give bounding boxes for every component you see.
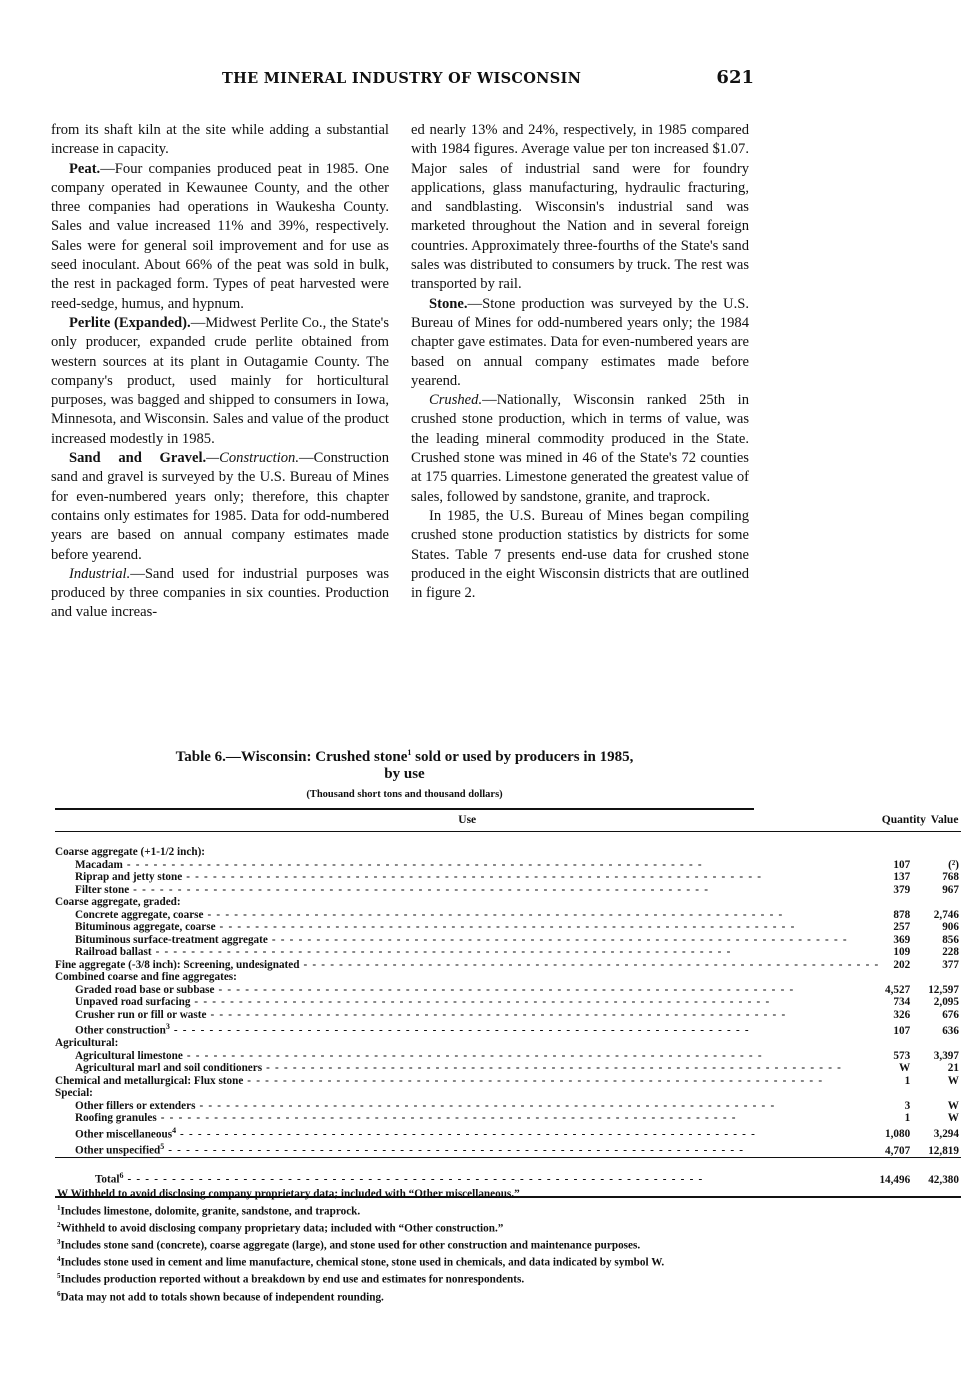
paragraph <box>411 121 749 295</box>
row-label: Total$^6$ - - - - - - - - - - - - - - - - - - - - - - - - - - - - - - - - - - - - - - - - - - - - - - - - - - - - - - - - - - - - - - - - - <box>55 1158 879 1187</box>
table-row <box>55 1050 961 1063</box>
table-footnotes <box>57 1188 759 1305</box>
quantity-cell <box>879 846 928 859</box>
footnote: W Withheld to avoid disclosing company proprietary data; included with “Other miscellaneous.” <box>57 1188 520 1200</box>
quantity-cell: 107 <box>893 1024 911 1037</box>
paragraph-subheading: Crushed. <box>429 392 483 409</box>
row-label: Fine aggregate (-3/8 inch): Screening, undesignated - - - - - - - - - - - - - - - - - - - - - - - - - - - - - - - - - - - - - - - - - - - - - - - - - - - - - - - - - - - - - - - - - <box>55 958 880 971</box>
quantity-cell: 4,527 <box>885 983 911 996</box>
quantity-cell: 369 <box>893 933 911 946</box>
value-cell <box>928 896 961 909</box>
table-row <box>55 1062 961 1075</box>
value-cell: (²) <box>948 858 959 871</box>
paragraph-heading: Perlite (Expanded). <box>69 314 191 331</box>
left-text-column <box>51 121 389 623</box>
paragraph-heading: Sand and Gravel. <box>69 450 207 467</box>
value-cell: W <box>947 1112 959 1125</box>
row-label: Agricultural: <box>55 1037 119 1050</box>
table-row <box>55 996 961 1009</box>
value-cell: W <box>947 1074 959 1087</box>
table-row <box>55 1037 961 1050</box>
value-cell: 2,095 <box>933 996 959 1008</box>
value-cell <box>928 846 961 859</box>
value-cell: 967 <box>942 883 959 896</box>
quantity-cell: 257 <box>893 921 911 933</box>
row-label: Other fillers or extenders - - - - - - - - - - - - - - - - - - - - - - - - - - - - - - - - - - - - - - - - - - - - - - - - - - - - - - - - - - - - - - - - - <box>75 1099 776 1112</box>
value-cell: 676 <box>942 1008 959 1021</box>
row-label: Agricultural marl and soil conditioners - - - - - - - - - - - - - - - - - - - - - - - - - - - - - - - - - - - - - - - - - - - - - - - - - - - - - - - - - - - - - - - - - <box>75 1062 843 1075</box>
table-row <box>55 1075 961 1088</box>
value-cell: W <box>947 1099 959 1112</box>
paragraph-text: In 1985, the U.S. Bureau of Mines began compiling crushed stone production statistics by districts for some States. Table 7 presents end-use data for crushed stone produced in the eight Wisconsin districts that are outlined in figure 2. <box>411 507 749 602</box>
table-row <box>55 946 961 959</box>
paragraph <box>411 507 749 603</box>
table-row <box>55 909 961 922</box>
quantity-cell: 734 <box>893 996 911 1008</box>
row-label: Other miscellaneous$^4$ - - - - - - - - - - - - - - - - - - - - - - - - - - - - - - - - - - - - - - - - - - - - - - - - - - - - - - - - - - - - - - - - - <box>75 1125 757 1141</box>
table-row <box>55 1100 961 1113</box>
quantity-cell: 878 <box>893 908 911 921</box>
row-label: Agricultural limestone - - - - - - - - - - - - - - - - - - - - - - - - - - - - - - - - - - - - - - - - - - - - - - - - - - - - - - - - - - - - - - - - - <box>75 1049 763 1062</box>
table-row <box>55 1141 961 1158</box>
quantity-cell: W <box>899 1062 911 1075</box>
row-label: Combined coarse and fine aggregates: <box>55 971 237 983</box>
value-cell: 906 <box>942 921 959 933</box>
paragraph-text: —Construction sand and gravel is surveyed by the U.S. Bureau of Mines for even-numbered years only; therefore, this chapter contains only estimates for 1985. Data for odd-numbered years are based on annual company estimates made before yearend. <box>51 450 389 563</box>
value-cell <box>928 971 961 984</box>
table-row <box>55 934 961 947</box>
quantity-cell <box>879 1037 928 1050</box>
quantity-cell <box>879 971 928 984</box>
footnote: $^4$Includes stone used in cement and lime manufacture, chemical stone, stone used in chemicals, and data indicated by symbol W. <box>57 1255 665 1269</box>
row-label: Riprap and jetty stone - - - - - - - - - - - - - - - - - - - - - - - - - - - - - - - - - - - - - - - - - - - - - - - - - - - - - - - - - - - - - - - - - <box>75 871 763 883</box>
row-label: Concrete aggregate, coarse - - - - - - - - - - - - - - - - - - - - - - - - - - - - - - - - - - - - - - - - - - - - - - - - - - - - - - - - - - - - - - - - - <box>75 908 784 921</box>
row-label: Railroad ballast - - - - - - - - - - - - - - - - - - - - - - - - - - - - - - - - - - - - - - - - - - - - - - - - - - - - - - - - - - - - - - - - - <box>75 946 732 958</box>
right-text-column <box>411 121 749 603</box>
value-cell: 377 <box>942 958 959 971</box>
table-row <box>55 1009 961 1022</box>
row-label: Graded road base or subbase - - - - - - - - - - - - - - - - - - - - - - - - - - - - - - - - - - - - - - - - - - - - - - - - - - - - - - - - - - - - - - - - - <box>75 983 795 996</box>
table-row <box>55 959 961 972</box>
value-cell: 12,597 <box>928 983 959 996</box>
table-subtitle: (Thousand short tons and thousand dollars) <box>306 789 503 800</box>
row-label: Coarse aggregate, graded: <box>55 896 181 908</box>
quantity-cell: 137 <box>893 871 911 883</box>
total-row <box>55 1158 961 1187</box>
footnote: $^3$Includes stone sand (concrete), coarse aggregate (large), and stone used for other construction and maintenance purposes. <box>57 1237 641 1252</box>
row-label: Bituminous surface-treatment aggregate - - - - - - - - - - - - - - - - - - - - - - - - - - - - - - - - - - - - - - - - - - - - - - - - - - - - - - - - - - - - - - - - - <box>75 933 848 946</box>
paragraph-text: —Four companies produced peat in 1985. One company operated in Kewaunee County, and the other three companies had operations in Waukesha County. Sales and value increased 11% and 39%, respectively. Sales were for general soil improvement and for use as seed inoculant. About 66% of the peat was sold in bulk, the rest in packaged form. Types of peat harvested were reed-sedge, humus, and hypnum. <box>51 160 389 312</box>
paragraph <box>411 295 749 391</box>
paragraph-text: ed nearly 13% and 24%, respectively, in 1985 compared with 1984 figures. Average value per ton increased $1.07. Major sales of industrial sand were for foundry applications, glass manufacturing, hydraulic fracturing, and sandblasting. Wisconsin's industrial sand was marketed throughout the Nation and in several foreign countries. Approximately three-fourths of the State's sand sales was distributed to consumers by truck. The rest was transported by rail. <box>411 122 749 293</box>
quantity-cell: 573 <box>893 1049 911 1062</box>
paragraph-text: —Stone production was surveyed by the U.S. Bureau of Mines for odd-numbered years only; the 1984 chapter gave estimates. Data for even-numbered years are based on annual company estimates made before yearend. <box>411 295 749 389</box>
value-cell: 636 <box>942 1024 959 1037</box>
table-row <box>55 984 961 997</box>
value-cell <box>928 1087 961 1100</box>
value-cell: 2,746 <box>933 908 959 921</box>
row-label: Filter stone - - - - - - - - - - - - - - - - - - - - - - - - - - - - - - - - - - - - - - - - - - - - - - - - - - - - - - - - - - - - - - - - - <box>75 883 710 896</box>
paragraph <box>411 391 749 507</box>
paragraph <box>51 449 389 565</box>
row-label: Crusher run or fill or waste - - - - - - - - - - - - - - - - - - - - - - - - - - - - - - - - - - - - - - - - - - - - - - - - - - - - - - - - - - - - - - - - - <box>75 1008 787 1021</box>
header-quantity: Quantity <box>881 814 926 826</box>
paragraph-subheading: Industrial. <box>69 565 131 582</box>
running-title: THE MINERAL INDUSTRY OF WISCONSIN <box>222 70 582 87</box>
table-row <box>55 871 961 884</box>
paragraph <box>51 160 389 314</box>
row-label: Bituminous aggregate, coarse - - - - - - - - - - - - - - - - - - - - - - - - - - - - - - - - - - - - - - - - - - - - - - - - - - - - - - - - - - - - - - - - - <box>75 921 796 933</box>
quantity-cell: 1 <box>904 1112 911 1125</box>
footnote: $^6$Data may not add to totals shown because of independent rounding. <box>57 1289 384 1304</box>
paragraph-text: —Midwest Perlite Co., the State's only producer, expanded crude perlite obtained from western sources at its plant in Outagamie County. The company's product, used mainly for horticultural purposes, was bagged and shipped to consumers in Iowa, Minnesota, and Wisconsin. Sales and value of the product increased modestly in 1985. <box>51 314 389 447</box>
paragraph-text: —Sand used for industrial purposes was produced by three companies in six counties. Production and value increas- <box>51 565 389 621</box>
quantity-cell: 1,080 <box>885 1128 911 1141</box>
table-row <box>55 921 961 934</box>
quantity-cell: 14,496 <box>879 1158 928 1187</box>
paragraph <box>51 565 389 623</box>
table-row <box>55 1021 961 1037</box>
table-row <box>55 846 961 859</box>
value-cell: 21 <box>947 1062 959 1075</box>
header-use: Use <box>458 814 477 826</box>
table-row <box>55 1112 961 1125</box>
table-row <box>55 1125 961 1141</box>
row-label: Other unspecified$^5$ - - - - - - - - - - - - - - - - - - - - - - - - - - - - - - - - - - - - - - - - - - - - - - - - - - - - - - - - - - - - - - - - - <box>75 1141 745 1157</box>
row-label: Unpaved road surfacing - - - - - - - - - - - - - - - - - - - - - - - - - - - - - - - - - - - - - - - - - - - - - - - - - - - - - - - - - - - - - - - - - <box>75 996 771 1008</box>
table-row <box>55 971 961 984</box>
quantity-cell: 202 <box>893 958 911 971</box>
footnote: $^1$Includes limestone, dolomite, granite, sandstone, and traprock. <box>57 1203 361 1218</box>
table-row <box>55 896 961 909</box>
page-header <box>48 67 754 94</box>
row-label: Coarse aggregate (+1-1/2 inch): <box>55 846 206 858</box>
quantity-cell: 4,707 <box>885 1144 911 1157</box>
row-label: Chemical and metallurgical: Flux stone - - - - - - - - - - - - - - - - - - - - - - - - - - - - - - - - - - - - - - - - - - - - - - - - - - - - - - - - - - - - - - - - - <box>55 1074 824 1087</box>
table-grid <box>55 810 961 1198</box>
header-value: Value <box>930 814 959 826</box>
paragraph <box>51 314 389 449</box>
quantity-cell: 326 <box>893 1008 911 1021</box>
paragraph-heading: Peat. <box>69 160 101 177</box>
value-cell: 3,294 <box>933 1128 959 1141</box>
value-cell: 228 <box>942 946 959 958</box>
paragraph-subheading: —Construction. <box>206 450 299 467</box>
table-title: Table 6.—Wisconsin: Crushed stone$^1$ sold or used by producers in 1985, by use <box>175 748 634 782</box>
quantity-cell: 1 <box>904 1074 911 1087</box>
crushed-stone-table <box>55 744 959 1198</box>
paragraph-text: from its shaft kiln at the site while adding a substantial increase in capacity. <box>51 122 389 158</box>
row-label: Other construction$^3$ - - - - - - - - - - - - - - - - - - - - - - - - - - - - - - - - - - - - - - - - - - - - - - - - - - - - - - - - - - - - - - - - - <box>75 1022 750 1037</box>
quantity-cell <box>879 1087 928 1100</box>
page-number: 621 <box>716 67 754 88</box>
value-cell: 856 <box>942 933 959 946</box>
paragraph-text: —Nationally, Wisconsin ranked 25th in crushed stone production, which in terms of value, was the leading mineral commodity produced in the State. Crushed stone was mined in 46 of the State's 72 counties at 175 quarries. Limestone generated the greatest value of sales, followed by sandstone, granite, and traprock. <box>411 392 749 505</box>
footnote: $^5$Includes production reported without a breakdown by end use and estimates for nonrespondents. <box>57 1272 525 1287</box>
footnote: $^2$Withheld to avoid disclosing company proprietary data; included with “Other construction.” <box>57 1220 504 1235</box>
quantity-cell <box>879 896 928 909</box>
quantity-cell: 107 <box>893 858 911 871</box>
value-cell: 768 <box>942 871 959 883</box>
value-cell: 3,397 <box>933 1049 959 1062</box>
table-row <box>55 884 961 897</box>
value-cell: 12,819 <box>928 1144 959 1157</box>
quantity-cell: 379 <box>893 883 911 896</box>
paragraph-heading: Stone. <box>429 295 468 312</box>
value-cell <box>928 1037 961 1050</box>
row-label: Special: <box>55 1087 93 1100</box>
row-label: Roofing granules - - - - - - - - - - - - - - - - - - - - - - - - - - - - - - - - - - - - - - - - - - - - - - - - - - - - - - - - - - - - - - - - - <box>75 1112 737 1125</box>
paragraph <box>51 121 389 160</box>
value-cell: 42,380 <box>928 1158 961 1187</box>
quantity-cell: 3 <box>904 1099 911 1112</box>
table-row <box>55 1087 961 1100</box>
row-label: Macadam - - - - - - - - - - - - - - - - - - - - - - - - - - - - - - - - - - - - - - - - - - - - - - - - - - - - - - - - - - - - - - - - - <box>75 858 703 871</box>
quantity-cell: 109 <box>893 946 911 958</box>
table-row <box>55 859 961 872</box>
